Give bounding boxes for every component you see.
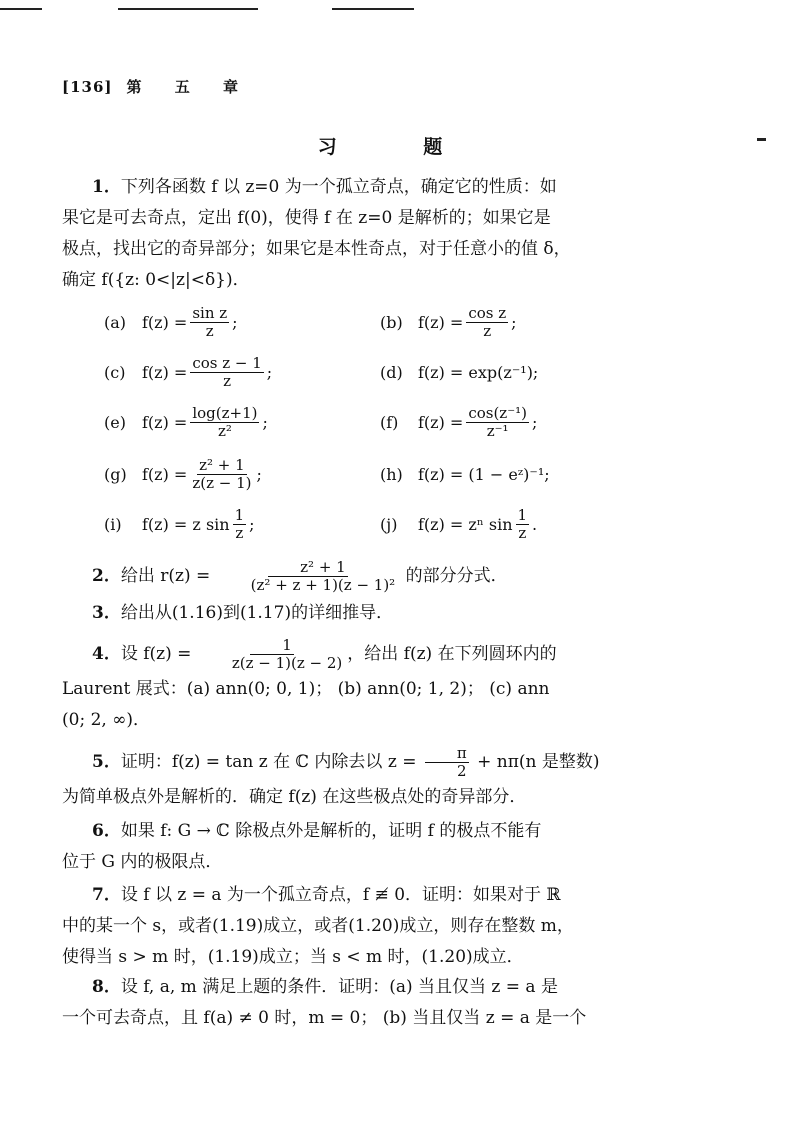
function-item: (h) f(z) = (1 − eᶻ)⁻¹; bbox=[380, 464, 550, 484]
exercise-4 bbox=[62, 634, 652, 736]
exercise-number: 2． bbox=[92, 566, 121, 586]
exercise-text: 确定 f({z: 0<|z|<δ})． bbox=[62, 270, 250, 290]
exercise-text: 使得当 s > m 时，(1.19)成立；当 s < m 时，(1.20)成立． bbox=[62, 947, 524, 967]
fraction: $\frac{\text{cos z}}{z}$ bbox=[468, 303, 507, 340]
fraction: $\frac{1}{z}$ bbox=[234, 505, 245, 542]
top-rule bbox=[332, 8, 414, 10]
running-header bbox=[62, 76, 252, 97]
exercise-text: Laurent 展式：(a) ann(0; 0, 1)； (b) ann(0; 1, 2)； (c) ann bbox=[62, 679, 550, 699]
function-item: (g) f(z) = $\frac{\text{z² + 1}}{z(z - 1)}$ ; bbox=[104, 455, 262, 492]
exercise-5 bbox=[62, 742, 652, 813]
exercise-1 bbox=[62, 172, 652, 296]
function-item: (j) f(z) = zⁿ sin $\frac{1}{z}$ . bbox=[380, 505, 538, 542]
function-item: (d) f(z) = exp(z⁻¹); bbox=[380, 362, 539, 382]
chapter-title: 第 五 章 bbox=[126, 78, 252, 96]
function-row bbox=[104, 454, 664, 494]
fraction: $\frac{1}{z}$ bbox=[517, 505, 528, 542]
exercise-3 bbox=[62, 598, 652, 629]
fraction: $\frac{\pi}{2}$ bbox=[425, 745, 469, 780]
top-rule bbox=[0, 8, 42, 10]
exercise-text: 极点，找出它的奇异部分；如果它是本性奇点，对于任意小的值 δ， bbox=[62, 239, 571, 259]
exercise-text: 位于 G 内的极限点． bbox=[62, 852, 223, 872]
exercise-text: 果它是可去奇点，定出 f(0)，使得 f 在 z=0 是解析的；如果它是 bbox=[62, 208, 551, 228]
exercise-text: (0; 2, ∞)． bbox=[62, 710, 150, 730]
fraction: $\frac{\text{cos z − 1}}{z}$ bbox=[192, 353, 262, 390]
function-row bbox=[104, 504, 664, 544]
function-item: (a) f(z) = $\frac{\text{sin z}}{z}$ ; bbox=[104, 303, 238, 340]
exercise-line: 8．设 f, a, m 满足上题的条件．证明：(a) 当且仅当 z = a 是 bbox=[92, 977, 558, 997]
exercise-number: 4． bbox=[92, 644, 121, 664]
exercise-number: 6． bbox=[92, 821, 121, 841]
function-item: (b) f(z) = $\frac{\text{cos z}}{z}$ ; bbox=[380, 303, 517, 340]
function-item: (c) f(z) = $\frac{\text{cos z − 1}}{z}$ ; bbox=[104, 353, 273, 390]
page-number: [136] bbox=[62, 78, 113, 96]
exercise-line: 3．给出从(1.16)到(1.17)的详细推导． bbox=[92, 603, 394, 623]
exercise-line: 2．给出 r(z) = $\frac{\text{z² + 1}}{\text{(z² + z + 1)(z − 1)²}}$ 的部分分式． bbox=[92, 558, 508, 594]
function-item: (e) f(z) = $\frac{\log(z+1)}{\text{z²}}$ ; bbox=[104, 403, 268, 440]
fraction: $\frac{\text{z² + 1}}{z(z - 1)}$ bbox=[192, 455, 252, 492]
exercise-number: 1． bbox=[92, 177, 121, 197]
exercise-line: 4．设 f(z) = $\frac{1}{z(z - 1)(z - 2)}$ ，给出 f(z) 在下列圆环内的 bbox=[92, 636, 557, 672]
margin-mark bbox=[757, 138, 766, 141]
fraction: $\frac{1}{z(z - 1)(z - 2)}$ bbox=[231, 636, 343, 672]
exercise-line bbox=[62, 172, 652, 203]
fraction: $\frac{\log(z+1)}{\text{z²}}$ bbox=[192, 403, 258, 440]
section-title: 习 题 bbox=[317, 136, 483, 158]
function-row bbox=[104, 402, 664, 442]
exercise-text: 下列各函数 f 以 z=0 为一个孤立奇点，确定它的性质：如 bbox=[120, 177, 557, 197]
exercise-text: 一个可去奇点，且 f(a) ≠ 0 时，m = 0； (b) 当且仅当 z = a 是一个 bbox=[62, 1008, 587, 1028]
fraction: $\frac{\text{z² + 1}}{\text{(z² + z + 1)(z − 1)²}}$ bbox=[250, 558, 396, 594]
exercise-line: 5．证明：f(z) = tan z 在 ℂ 内除去以 z = $\frac{\pi}{2}$ + nπ(n 是整数) bbox=[92, 744, 600, 780]
top-rule bbox=[118, 8, 258, 10]
exercise-text: 中的某一个 s，或者(1.19)成立，或者(1.20)成立，则存在整数 m， bbox=[62, 916, 574, 936]
exercise-8 bbox=[62, 972, 652, 1034]
exercise-7 bbox=[62, 880, 652, 973]
exercise-line: 7．设 f 以 z = a 为一个孤立奇点，f ≢ 0．证明：如果对于 ℝ bbox=[92, 885, 561, 905]
function-row bbox=[104, 302, 664, 342]
function-row bbox=[104, 352, 664, 392]
exercise-number: 8． bbox=[92, 977, 121, 997]
exercise-number: 3． bbox=[92, 603, 121, 623]
exercise-number: 7． bbox=[92, 885, 121, 905]
exercise-line: 6．如果 f: G → ℂ 除极点外是解析的，证明 f 的极点不能有 bbox=[92, 821, 542, 841]
function-item: (i) f(z) = z sin $\frac{1}{z}$ ; bbox=[104, 505, 255, 542]
exercise-text: 为简单极点外是解析的．确定 f(z) 在这些极点处的奇异部分． bbox=[62, 787, 527, 807]
exercise-6 bbox=[62, 816, 652, 878]
function-item: (f) f(z) = $\frac{\text{cos(z⁻¹)}}{\text{z⁻¹}}$ ; bbox=[380, 403, 538, 440]
exercise-number: 5． bbox=[92, 752, 121, 772]
fraction: $\frac{\text{sin z}}{z}$ bbox=[192, 303, 228, 340]
exercise-2 bbox=[62, 556, 652, 596]
fraction: $\frac{\text{cos(z⁻¹)}}{\text{z⁻¹}}$ bbox=[468, 403, 527, 440]
